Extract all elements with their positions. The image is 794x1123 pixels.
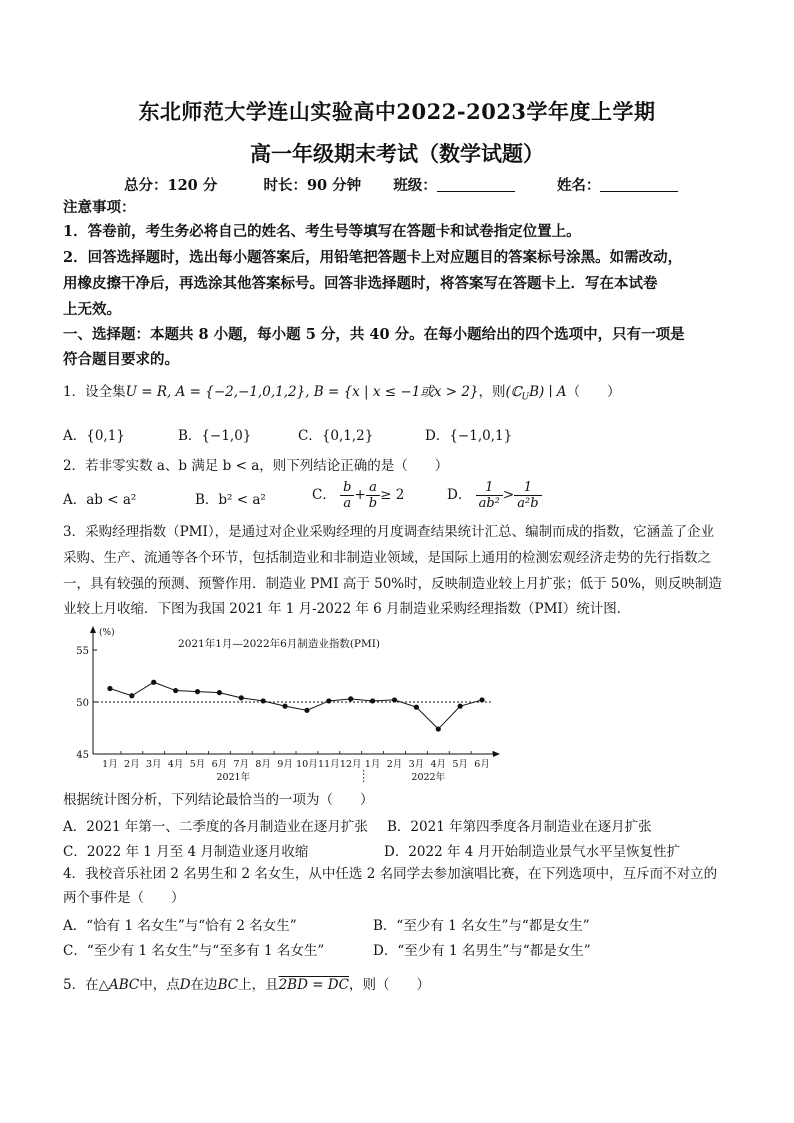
q1-stem-end: （ ） — [566, 384, 621, 400]
q1-stem-mid: ，则 — [478, 384, 506, 400]
x-tick-label: 2月 — [124, 759, 140, 770]
pmi-data-point — [479, 697, 484, 702]
pmi-chart-layer — [76, 626, 500, 783]
pmi-data-point — [458, 704, 463, 709]
x-tick-label: 10月 — [296, 759, 318, 770]
q3-option-b[interactable]: B．2021 年第四季度各月制造业在逐月扩张 — [387, 819, 652, 835]
q5-triangle: ABC — [108, 977, 140, 993]
q3-line4: 业较上月收缩．下图为我国 2021 年 1 月-2022 年 6 月制造业采购经理指数（PMI）统计图． — [63, 601, 631, 617]
q1-option-d[interactable]: D．{−1,0,1} — [425, 428, 513, 444]
q2-c-den1: a — [343, 496, 352, 511]
q1-complement-rest: B) ∣ A — [529, 384, 567, 400]
pmi-data-point — [392, 697, 397, 702]
pmi-data-point — [348, 696, 353, 701]
x-tick-label: 12月 — [339, 759, 362, 770]
q2-c-frac1 — [340, 480, 354, 511]
q2-option-c[interactable] — [312, 480, 404, 511]
pmi-data-point — [414, 705, 419, 710]
q5-stem — [63, 973, 733, 997]
section1-line2: 符合题目要求的。 — [63, 351, 179, 368]
q2-c-plus: + — [354, 487, 366, 503]
q1-stem-prefix: 1．设全集 — [63, 384, 126, 400]
q2-c-num1: b — [340, 480, 354, 496]
x-tick-label: 1月 — [364, 759, 381, 770]
q2-d-den1: ab² — [478, 496, 500, 511]
x-tick-label: 11月 — [318, 759, 340, 770]
pmi-data-point — [239, 695, 244, 700]
pmi-series-line — [110, 682, 482, 729]
class-label: 班级： — [393, 177, 437, 194]
q1-option-c[interactable]: C．{0,1,2} — [298, 428, 374, 444]
q4-option-d[interactable]: D．“至少有 1 名男生”与“都是女生” — [373, 943, 591, 959]
x-tick-label: 3月 — [408, 759, 425, 770]
q5-prefix: 5．在△ — [63, 977, 109, 993]
y-tick-label: 50 — [76, 698, 89, 709]
pmi-data-point — [436, 726, 441, 731]
chart-title: 2021年1月—2022年6月制造业指数(PMI) — [178, 638, 380, 650]
q5-suffix: ，则（ ） — [348, 977, 430, 993]
pmi-data-point — [217, 690, 222, 695]
q5-mid2: 在边 — [190, 977, 218, 993]
q5-mid3: 上，且 — [238, 977, 279, 993]
y-tick-label: 55 — [76, 646, 89, 657]
q2-c-suffix: ≥ 2 — [380, 487, 405, 503]
pmi-chart — [63, 622, 513, 790]
name-blank[interactable] — [600, 177, 678, 192]
q3-line2: 采购、生产、流通等各个环节，包括制造业和非制造业领域，是国际上通用的检测宏观经济走势的先行指数之 — [63, 550, 711, 566]
exam-meta — [124, 174, 678, 195]
q4-option-c[interactable]: C．“至少有 1 名女生”与“至多有 1 名女生” — [63, 943, 325, 959]
x-tick-label: 3月 — [145, 759, 162, 770]
q2-c-num2: a — [366, 480, 380, 496]
year-label-2022: 2022年 — [411, 772, 446, 783]
duration: 时长：90 分钟 — [263, 177, 362, 194]
section1-line1: 一、选择题：本题共 8 小题，每小题 5 分，共 40 分。在每小题给出的四个选项中，只有一项是 — [63, 326, 685, 343]
q1-math2 — [505, 384, 567, 403]
x-tick-label: 4月 — [430, 759, 447, 770]
q2-c-den2: b — [368, 496, 378, 511]
q5-side-bc: BC — [217, 977, 239, 993]
pmi-data-point — [304, 708, 309, 713]
q2-d-frac2 — [514, 480, 541, 511]
q1-complement-sub: U — [521, 392, 530, 403]
pmi-data-point — [107, 686, 112, 691]
q1-math: U = R, A = {−2,−1,0,1,2}, B = {x | x ≤ −1或x > 2} — [125, 384, 479, 400]
x-tick-label: 8月 — [255, 759, 271, 770]
pmi-data-point — [151, 680, 156, 685]
q2-stem: 2．若非零实数 a、b 满足 b < a，则下列结论正确的是（ ） — [63, 458, 449, 474]
exam-subtitle: 高一年级期末考试（数学试题） — [250, 141, 544, 166]
total-score: 总分：120 分 — [124, 177, 218, 194]
note-2a: 2．回答选择题时，选出每小题答案后，用铅笔把答题卡上对应题目的答案标号涂黑。如需改动， — [63, 249, 683, 266]
q4-option-a[interactable]: A．“恰有 1 名女生”与“恰有 2 名女生” — [63, 918, 297, 934]
year-label-2021: 2021年 — [216, 772, 251, 783]
q2-d-num2: 1 — [514, 480, 541, 496]
q4-option-b[interactable]: B．“至少有 1 名女生”与“都是女生” — [373, 918, 590, 934]
q3-line1: 3．采购经理指数（PMI），是通过对企业采购经理的月度调查结果统计汇总、编制而成的指数，它涵盖了企业 — [63, 524, 715, 540]
q3-after: 根据统计图分析，下列结论最恰当的一项为（ ） — [63, 792, 374, 808]
x-tick-label: 2月 — [386, 759, 403, 770]
q2-d-gt: > — [502, 487, 515, 503]
exam-title: 东北师范大学连山实验高中2022-2023学年度上学期 — [138, 99, 656, 124]
q2-c-prefix: C． — [312, 487, 336, 503]
q3-line3: 一，具有较强的预测、预警作用．制造业 PMI 高于 50%时，反映制造业较上月扩张；低于 50%，则反映制造 — [63, 576, 722, 592]
q4-line1: 4．我校音乐社团 2 名男生和 2 名女生，从中任选 2 名同学去参加演唱比赛，在下列选项中，互斥而不对立的 — [63, 866, 718, 882]
q2-d-den2: a²b — [517, 496, 539, 511]
name-label: 姓名： — [556, 177, 601, 194]
class-blank[interactable] — [437, 177, 515, 192]
note-2b: 用橡皮擦干净后，再选涂其他答案标号。回答非选择题时，将答案写在答题卡上．写在本试卷 — [63, 275, 658, 292]
q3-option-a[interactable]: A．2021 年第一、二季度的各月制造业在逐月扩张 — [63, 819, 368, 835]
q1-option-b[interactable]: B．{−1,0} — [178, 428, 252, 444]
y-tick-label: 45 — [76, 750, 89, 761]
pmi-data-point — [370, 698, 375, 703]
q1-option-a[interactable]: A．{0,1} — [63, 428, 125, 444]
x-tick-label: 1月 — [102, 759, 118, 770]
pmi-data-point — [282, 704, 287, 709]
pmi-data-point — [326, 698, 331, 703]
q2-option-b[interactable]: B．b² < a² — [195, 492, 266, 508]
x-tick-label: 6月 — [211, 759, 228, 770]
q2-c-frac2 — [366, 480, 380, 511]
x-tick-label: 5月 — [452, 759, 468, 770]
q3-option-c[interactable]: C．2022 年 1 月至 4 月制造业逐月收缩 — [63, 844, 309, 860]
x-axis-arrow — [493, 751, 500, 757]
x-tick-label: 9月 — [277, 759, 293, 770]
q2-option-d[interactable] — [447, 480, 542, 511]
q2-option-a[interactable]: A．ab < a² — [63, 492, 137, 508]
q1-complement: (ℂ — [505, 384, 522, 400]
note-1: 1．答卷前，考生务必将自己的姓名、考生号等填写在答题卡和试卷指定位置上。 — [63, 223, 581, 240]
pmi-data-point — [173, 688, 178, 693]
q2-d-prefix: D． — [447, 487, 472, 503]
notes-heading: 注意事项： — [63, 199, 136, 216]
pmi-data-point — [195, 689, 200, 694]
q3-option-d[interactable]: D．2022 年 4 月开始制造业景气水平呈恢复性扩 — [384, 844, 681, 860]
q4-line2: 两个事件是（ ） — [63, 890, 185, 906]
x-tick-label: 7月 — [233, 759, 250, 770]
pmi-data-point — [261, 698, 266, 703]
x-tick-label: 5月 — [189, 759, 206, 770]
q5-point-d: D — [179, 977, 191, 993]
note-2c: 上无效。 — [63, 301, 121, 318]
y-axis-label: (%) — [99, 628, 115, 638]
q1-stem — [63, 380, 733, 410]
q2-d-num1: 1 — [476, 480, 503, 496]
pmi-data-point — [129, 693, 134, 698]
x-tick-label: 4月 — [167, 759, 184, 770]
q5-vector-eq: 2BD = DC — [278, 977, 349, 993]
q5-mid1: 中，点 — [139, 977, 180, 993]
x-tick-label: 6月 — [474, 759, 490, 770]
q2-d-frac1 — [476, 480, 503, 511]
y-axis-arrow — [90, 626, 96, 633]
